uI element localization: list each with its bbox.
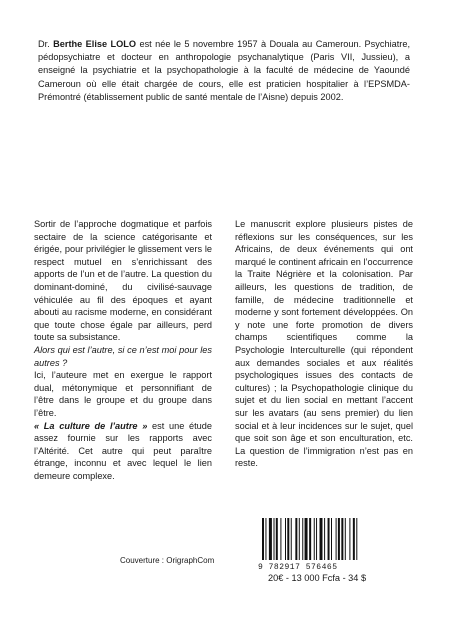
price-line: 20€ - 13 000 Fcfa - 34 $ (268, 573, 367, 583)
author-name: Berthe Elise LOLO (53, 39, 137, 49)
left-paragraph-3 (34, 420, 212, 483)
barcode-bars (258, 518, 398, 562)
cover-credit: Couverture : OrigraphCom (120, 556, 215, 565)
right-paragraph: Le manuscrit explore plusieurs pistes de réflexions sur les conséquences, sur les Africains, de deux événements qui ont marqué le continent africain en l’occurrence la Traite Négrière et la colonisation. Par ailleurs, les questions de tradition, de famille, de médecine traditionnelle et moderne y sont fortement développées. On y note une forte promotion de divers champs scientifiques comme la Psychologie Interculturelle (qui répondent aux demandes sociales et aux réalités psychologiques issues des contacts de cultures) ; la Psychopathologie clinique du sujet et du lien social en mettant l’accent sur les avatars (au sens premier) du lien social et à leur incidences sur le sujet, quel que soit son âge et son enculturation, etc. La question de l’immigration n’est pas en reste. (235, 219, 413, 469)
left-paragraph-3-text: est une étude assez fournie sur les rapports avec l’Altérité. Cet autre qui peut paraître étrange, inconnu et avec lequel le lien demeure complexe. (34, 420, 212, 481)
bio-text: est née le 5 novembre 1957 à Douala au Cameroun. Psychiatre, pédopsychiatre et docteur en anthropologie psychanalytique (Paris VII, Jussieu), a enseigné la psychiatrie et la psychopathologie à la faculté de médecine de Yaoundé Cameroun où elle était chargée de cours, elle est praticien hospitalier à l’EPSMDA-Prémontré (établissement public de santé mentale de l’Aisne) depuis 2002. (38, 39, 410, 102)
right-column (235, 218, 413, 470)
left-column (34, 218, 212, 482)
left-paragraph-2: Ici, l’auteure met en exergue le rapport dual, métonymique et personnifiant de l’être dans le groupe et du groupe dans l’être. (34, 370, 212, 418)
left-paragraph-1: Sortir de l’approche dogmatique et parfois sectaire de la science catégorisante et érigée, pour privilégier le glissement vers le respect mutuel en s’enrichissant des apports de l’un et de l’autre. La question du dominant-dominé, du civilisé-sauvage véhiculée au fil des époques et ayant abouti au racisme moderne, en considérant que toute chose égale par ailleurs, perd toute sa subsistance. (34, 219, 212, 343)
left-question: Alors qui est l’autre, si ce n’est moi pour les autres ? (34, 344, 212, 368)
isbn-digits: 9 782917 576465 (258, 563, 338, 572)
isbn-barcode (258, 518, 398, 572)
book-title-quote: « La culture de l’autre » (34, 420, 148, 431)
bio-prefix: Dr. (38, 39, 54, 49)
author-bio (38, 38, 410, 104)
